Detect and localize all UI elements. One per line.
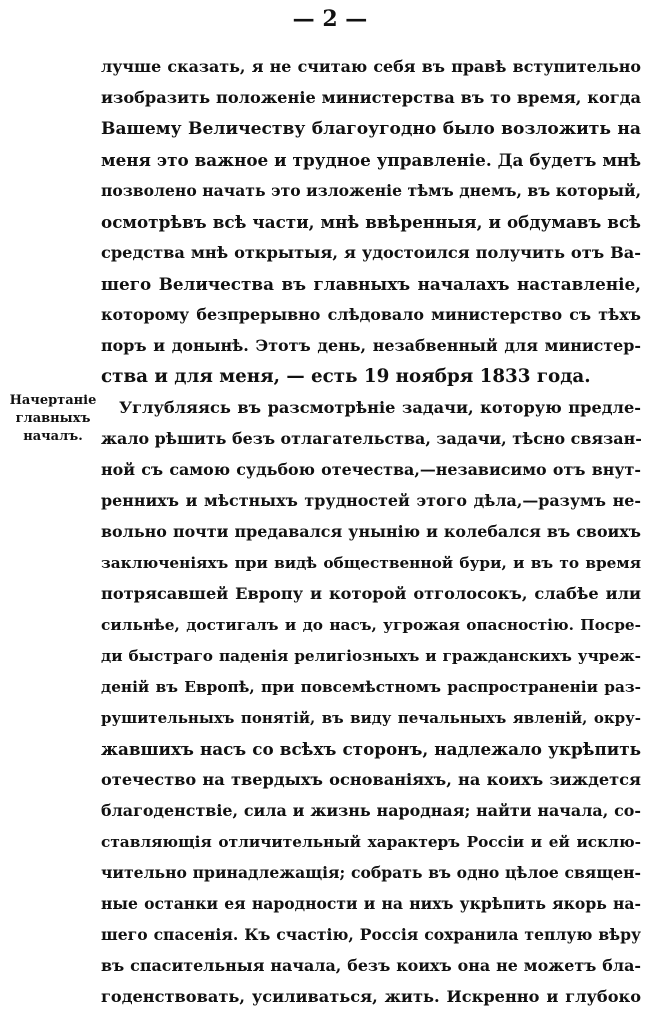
text-line: чительно принадлежащія; собрать въ одно цѣлое священ-	[101, 863, 641, 882]
text-line: рушительныхъ понятій, въ виду печальныхъ явленій, окру-	[101, 709, 641, 727]
text-line: вольно почти предавался унынію и колебался въ своихъ	[101, 522, 641, 541]
text-line: ства и для меня, — есть 19 ноября 1833 года.	[101, 366, 591, 387]
text-line: ные останки ея народности и на нихъ укрѣпить якорь на-	[101, 894, 641, 913]
margin-note	[8, 392, 98, 446]
text-line: средства мнѣ открытыя, я удостоился получить отъ Ва-	[101, 243, 641, 262]
text-line: которому безпрерывно слѣдовало министерство съ тѣхъ	[101, 305, 641, 324]
text-line: меня это важное и трудное управленіе. Да будетъ мнѣ	[101, 150, 641, 170]
text-line: потрясавшей Европу и которой отголосокъ, слабѣе или	[101, 584, 641, 603]
margin-note-line: Начертаніе	[9, 393, 97, 408]
margin-note-line: главныхъ	[15, 411, 91, 426]
text-line: Углубляясь въ разсмотрѣніе задачи, которую предле-	[119, 398, 641, 417]
text-line: Вашему Величеству благоугодно было возложить на	[101, 119, 641, 139]
text-line: лучше сказать, я не считаю себя въ правѣ вступительно	[101, 57, 641, 76]
text-line: шего Величества въ главныхъ началахъ наставленіе,	[101, 274, 641, 294]
text-line: осмотрѣвъ всѣ части, мнѣ ввѣренныя, и обдумавъ всѣ	[101, 212, 641, 232]
text-line: сильнѣе, достигалъ и до насъ, угрожая опасностію. Посре-	[101, 616, 641, 634]
text-line: благоденствіе, сила и жизнь народная; найти начала, со-	[101, 801, 641, 820]
text-line: изобразить положеніе министерства въ то время, когда	[101, 88, 641, 107]
text-line: жало рѣшить безъ отлагательства, задачи, тѣсно связан-	[101, 429, 642, 448]
text-line: поръ и донынѣ. Этотъ день, незабвенный для министер-	[101, 336, 641, 355]
text-line: позволено начать это изложеніе тѣмъ днемъ, въ который,	[101, 181, 641, 200]
text-line: шего спасенія. Къ счастію, Россія сохранила теплую вѣру	[101, 925, 641, 944]
text-line: ди быстраго паденія религіозныхъ и гражданскихъ учреж-	[101, 647, 641, 665]
text-line: ной съ самою судьбою отечества,—независимо отъ внут-	[101, 460, 641, 479]
text-line: въ спасительныя начала, безъ коихъ она не можетъ бла-	[101, 956, 641, 975]
text-line: ставляющія отличительный характеръ Россіи и ей исклю-	[101, 833, 641, 851]
text-line: жавшихъ насъ со всѣхъ сторонъ, надлежало укрѣпить	[101, 739, 641, 759]
text-line: заключеніяхъ при видѣ общественной бури, и въ то время	[101, 554, 641, 572]
text-line: отечество на твердыхъ основаніяхъ, на коихъ зиждется	[101, 770, 641, 789]
margin-note-line: началъ.	[23, 429, 83, 444]
text-line: деній въ Европѣ, при повсемѣстномъ распространеніи раз-	[101, 678, 641, 696]
text-line: реннихъ и мѣстныхъ трудностей этого дѣла,—разумъ не-	[101, 491, 641, 510]
text-line: годенствовать, усиливаться, жить. Искренно и глубоко	[101, 987, 641, 1006]
page-number: — 2 —	[292, 6, 368, 32]
